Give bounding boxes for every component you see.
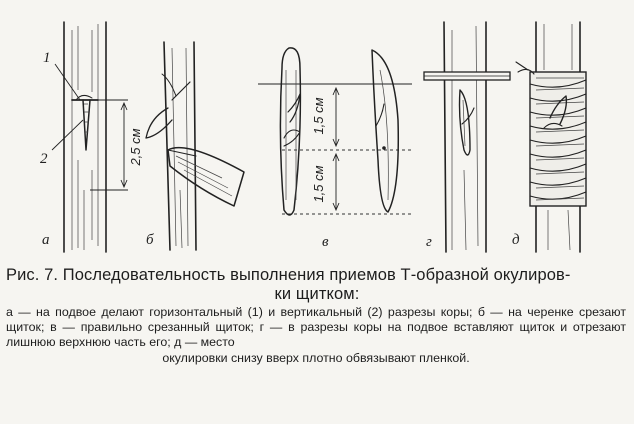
rootstock-stem-d [444, 22, 486, 252]
legend-text: а — на подвое делают горизонтальный (1) и вертикальный (2) разрезы коры; б — на черенке срезают щиток; в — правильно срезанный щиток; г — в разрезы коры на подвое вставляют щиток и отрезают лишнюю верхнюю часть его; д — место [6, 305, 626, 350]
legend-last-line: окулировки снизу вверх плотно обвязывают пленкой. [162, 350, 470, 365]
marker-2-label: 2 [40, 151, 48, 167]
knife [168, 148, 244, 206]
panel-e [512, 22, 586, 252]
dimension-label-a: 2,5 см [128, 128, 143, 166]
dimension-label-upper: 1,5 см [311, 97, 326, 135]
panel-e-letter: д [512, 232, 520, 248]
marker-1-label: 1 [43, 50, 51, 66]
figure-legend [6, 305, 626, 366]
marker-lines [40, 50, 83, 167]
panel-d [424, 22, 510, 252]
film-wrapping [530, 72, 586, 206]
shield-side [372, 50, 398, 212]
t-cut [72, 95, 98, 150]
panel-a [40, 22, 143, 252]
panel-d-letter: г [426, 234, 432, 250]
leaf-petiole [146, 74, 190, 138]
panel-c-letter: в [322, 234, 329, 250]
shield-front [280, 48, 300, 215]
panel-b-letter: б [146, 232, 154, 248]
panel-a-letter: а [42, 232, 50, 248]
dimension-c [311, 88, 339, 210]
scion-stick [164, 42, 196, 250]
panel-c [258, 48, 412, 250]
cutting-blade [424, 72, 510, 80]
caption-line-2: ки щитком: [274, 285, 360, 303]
figure-caption [6, 266, 628, 304]
panel-b [146, 42, 244, 250]
inserted-shield [460, 90, 475, 155]
dimension-label-lower: 1,5 см [311, 165, 326, 203]
caption-line-1: Рис. 7. Последовательность выполнения приемов Т-образной окулиров- [6, 266, 571, 284]
